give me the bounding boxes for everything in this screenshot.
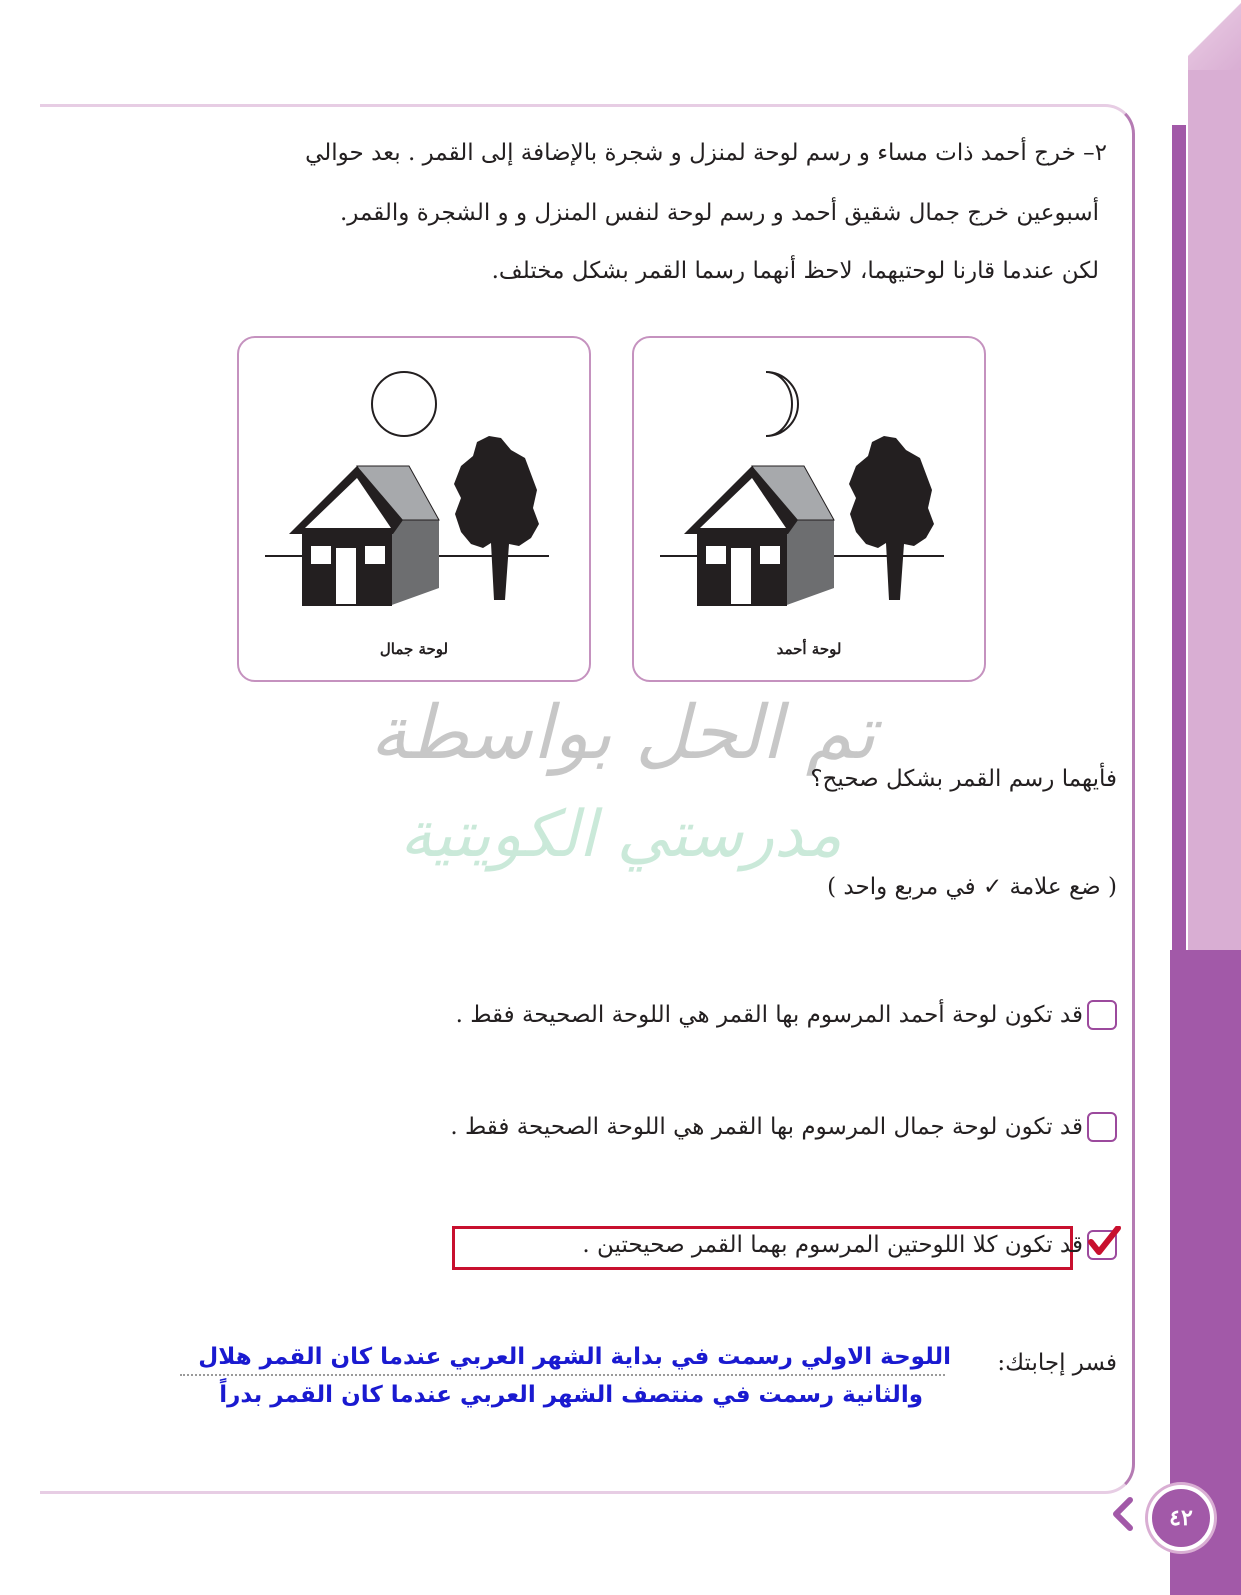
question-line-3: لكن عندما قارنا لوحتيهما، لاحظ أنهما رسما القمر بشكل مختلف.: [491, 258, 1099, 284]
checkbox-option-1[interactable]: [1087, 1000, 1117, 1030]
option-1-text: قد تكون لوحة أحمد المرسوم بها القمر هي اللوحة الصحيحة فقط .: [455, 1002, 1083, 1028]
option-jamal[interactable]: [450, 1112, 1117, 1142]
ahmad-drawing: [634, 338, 984, 680]
page-number: ٤٢: [1148, 1485, 1214, 1551]
prompt-text: فأيهما رسم القمر بشكل صحيح؟: [810, 766, 1117, 792]
tree-icon: [849, 436, 934, 600]
option-both[interactable]: [582, 1230, 1117, 1260]
crescent-moon-icon: [766, 372, 798, 436]
jamal-drawing: [239, 338, 589, 680]
checkbox-option-2[interactable]: [1087, 1112, 1117, 1142]
answer-line-1[interactable]: اللوحة الاولي رسمت في بداية الشهر العربي عندما كان القمر هلال: [198, 1344, 951, 1370]
watermark-line-1: تم الحل بواسطة: [370, 690, 876, 776]
answer-line: [180, 1374, 945, 1376]
tree-icon: [454, 436, 539, 600]
checkbox-option-3[interactable]: [1087, 1230, 1117, 1260]
option-2-text: قد تكون لوحة جمال المرسوم بها القمر هي اللوحة الصحيحة فقط .: [450, 1114, 1083, 1140]
explain-label: فسر إجابتك:: [997, 1350, 1117, 1376]
checkmark-icon: [1087, 1226, 1121, 1256]
question-line-2: أسبوعين خرج جمال شقيق أحمد و رسم لوحة لنفس المنزل و و الشجرة والقمر.: [339, 200, 1099, 226]
page-corner-fold: [1188, 0, 1241, 70]
full-moon-icon: [372, 372, 436, 436]
panel-jamal: [237, 336, 591, 682]
instruction-text: ( ضع علامة ✓ في مربع واحد ): [827, 874, 1117, 900]
question-line-1: ٢– خرج أحمد ذات مساء و رسم لوحة لمنزل و شجرة بالإضافة إلى القمر . بعد حوالي: [305, 140, 1107, 166]
answer-line-2[interactable]: والثانية رسمت في منتصف الشهر العربي عندما كان القمر بدراً: [219, 1382, 923, 1408]
chevron-left-icon: [1108, 1494, 1138, 1534]
watermark-line-2: مدرستي الكويتية: [400, 798, 842, 872]
jamal-caption: لوحة جمال: [379, 640, 449, 658]
option-ahmad[interactable]: [456, 1000, 1117, 1030]
panel-ahmad: [632, 336, 986, 682]
option-3-text: قد تكون كلا اللوحتين المرسوم بهما القمر صحيحتين .: [582, 1232, 1083, 1258]
ahmad-caption: لوحة أحمد: [776, 640, 842, 658]
